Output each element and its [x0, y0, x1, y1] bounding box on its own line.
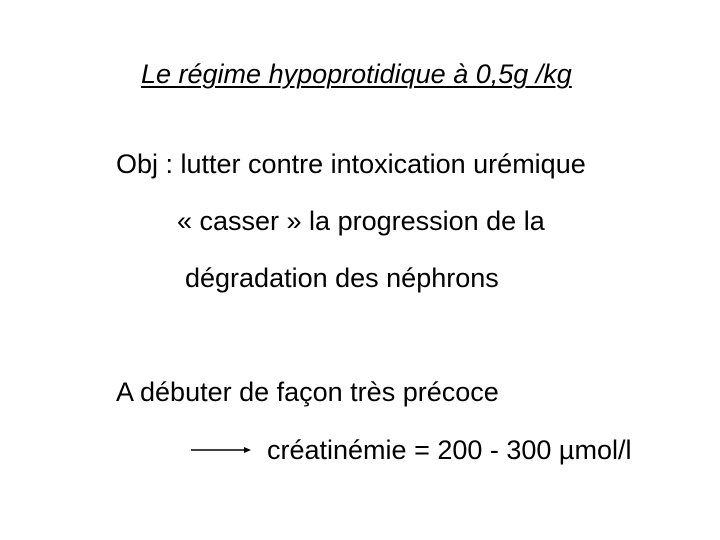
objective-line-3: dégradation des néphrons [185, 263, 499, 293]
objective-line-2: « casser » la progression de la [177, 206, 545, 236]
slide-title: Le régime hypoprotidique à 0,5g /kg [141, 59, 572, 89]
right-arrow-icon [191, 444, 251, 456]
objective-text: Obj : lutter contre intoxication urémique [116, 149, 586, 179]
start-note: A débuter de façon très précoce [116, 377, 499, 407]
creatinine-target: créatinémie = 200 - 300 µmol/l [267, 435, 632, 465]
